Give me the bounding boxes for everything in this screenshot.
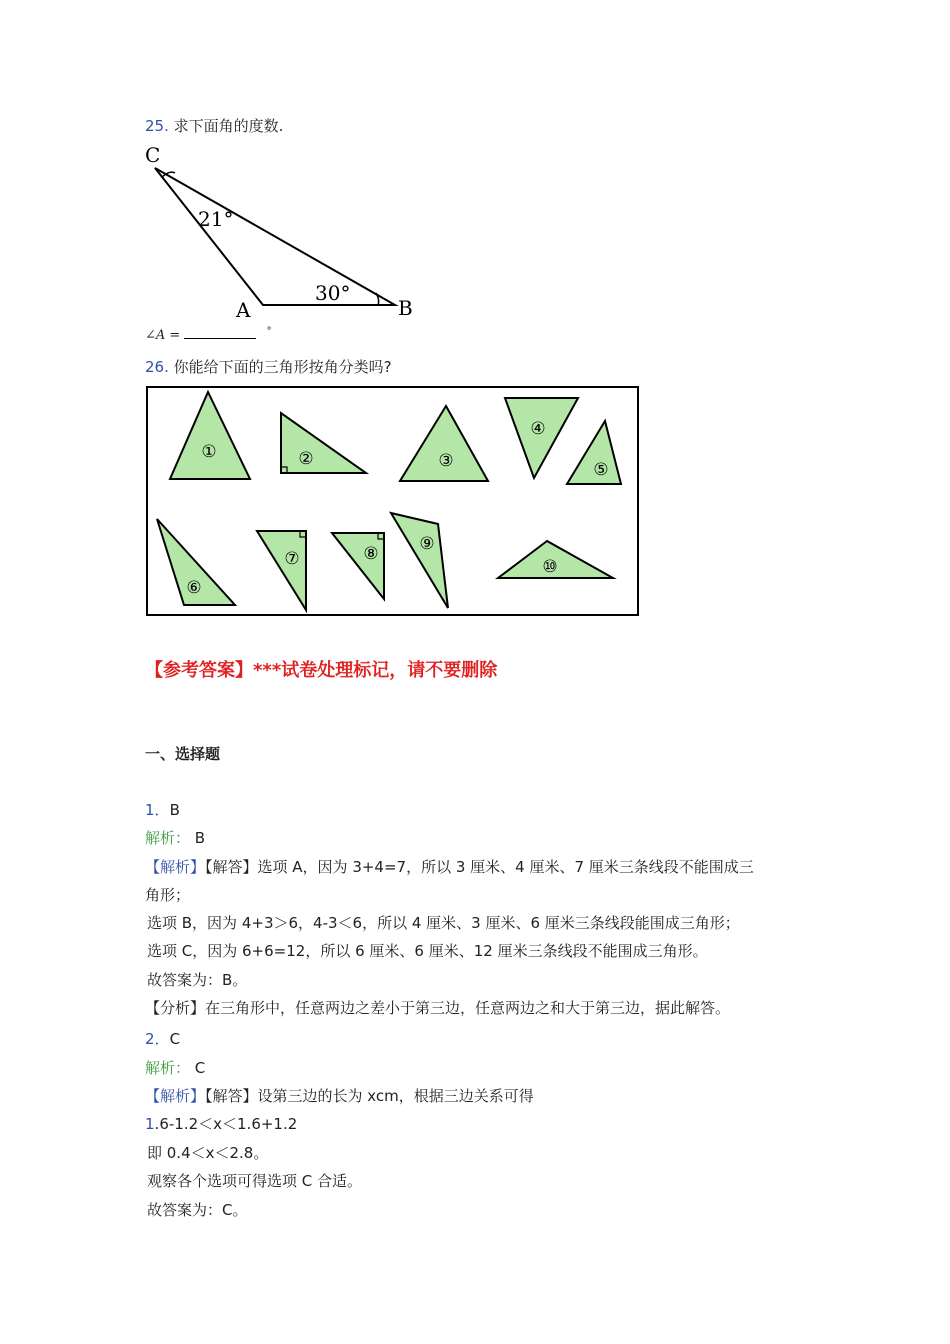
answer-2-number: 2．C <box>145 1030 181 1048</box>
triangle-label-10: ⑩ <box>542 557 558 577</box>
question-text: 求下面角的度数. <box>173 117 284 135</box>
answer-2-line-1: 【解析】【解答】设第三边的长为 xcm，根据三边关系可得 <box>145 1087 534 1105</box>
triangle-label-3: ③ <box>438 451 454 471</box>
answer-1-line-2: 角形； <box>145 886 191 904</box>
answer-letter: C <box>169 1030 181 1048</box>
angle-label-b: 30° <box>315 281 351 305</box>
jiexi-value: C <box>194 1059 206 1077</box>
question-25: 25. 求下面角的度数. <box>145 117 284 135</box>
answer-1-line-4: 选项 C，因为 6+6=12，所以 6 厘米、6 厘米、12 厘米三条线段不能围成三角形。 <box>147 942 708 960</box>
jiexi-tag: 【解析】 <box>145 858 206 876</box>
answer-1-number: 1．B <box>145 801 180 819</box>
jiexi-label: 解析： <box>145 829 191 847</box>
triangle-label-5: ⑤ <box>593 460 609 480</box>
vertex-label-c: C <box>145 143 161 167</box>
question-number: 26 <box>145 358 165 376</box>
answer-1-line-1: 【解析】【解答】选项 A，因为 3+4=7，所以 3 厘米、4 厘米、7 厘米三条线段不能围成三 <box>145 858 754 876</box>
jiexi-label: 解析： <box>145 1059 191 1077</box>
triangle-outline <box>155 168 395 305</box>
answer-1-line-5: 故答案为：B。 <box>147 971 248 989</box>
answer-prefix: ∠A = <box>145 328 181 343</box>
triangle-label-6: ⑥ <box>186 578 202 598</box>
vertex-label-b: B <box>398 296 413 320</box>
triangle-classification-figure <box>146 386 640 618</box>
question-text: 你能给下面的三角形按角分类吗? <box>173 358 392 376</box>
triangle-label-2: ② <box>298 449 314 469</box>
question-number: 25 <box>145 117 165 135</box>
angle-label-c: 21° <box>198 207 234 231</box>
answer-2-line-5: 故答案为：C。 <box>147 1201 248 1219</box>
answer-1-jiexi <box>145 828 205 848</box>
degree-sign: ° <box>266 326 272 337</box>
triangle-figure-abc <box>140 140 430 320</box>
question-26: 26. 你能给下面的三角形按角分类吗? <box>145 358 392 376</box>
reference-answer-heading: 【参考答案】***试卷处理标记，请不要删除 <box>145 660 498 681</box>
answer-number: 1 <box>145 801 155 819</box>
answer-2-line-4: 观察各个选项可得选项 C 合适。 <box>147 1172 363 1190</box>
answer-1-line-3: 选项 B，因为 4+3＞6，4-3＜6，所以 4 厘米、3 厘米、6 厘米三条线段能围成三角形； <box>147 914 740 932</box>
answer-2-jiexi <box>145 1058 205 1078</box>
answer-2-line-3: 即 0.4＜x＜2.8。 <box>147 1144 269 1162</box>
triangle-label-1: ① <box>201 442 217 462</box>
triangle-label-4: ④ <box>530 419 546 439</box>
triangle-label-9: ⑨ <box>419 534 435 554</box>
answer-number: 2 <box>145 1030 155 1048</box>
jiexi-value: B <box>194 829 206 847</box>
triangle-label-7: ⑦ <box>284 549 300 569</box>
triangle-label-8: ⑧ <box>363 544 379 564</box>
answer-1-line-6: 【分析】在三角形中，任意两边之差小于第三边，任意两边之和大于第三边，据此解答。 <box>145 999 731 1017</box>
answer-blank[interactable] <box>184 326 256 339</box>
answer-line-25 <box>145 326 272 343</box>
jiexi-tag: 【解析】 <box>145 1087 206 1105</box>
vertex-label-a: A <box>236 298 251 320</box>
section-title: 一、选择题 <box>145 745 221 763</box>
answer-2-line-2: 1.6-1.2＜x＜1.6+1.2 <box>145 1115 298 1133</box>
answer-letter: B <box>169 801 180 819</box>
